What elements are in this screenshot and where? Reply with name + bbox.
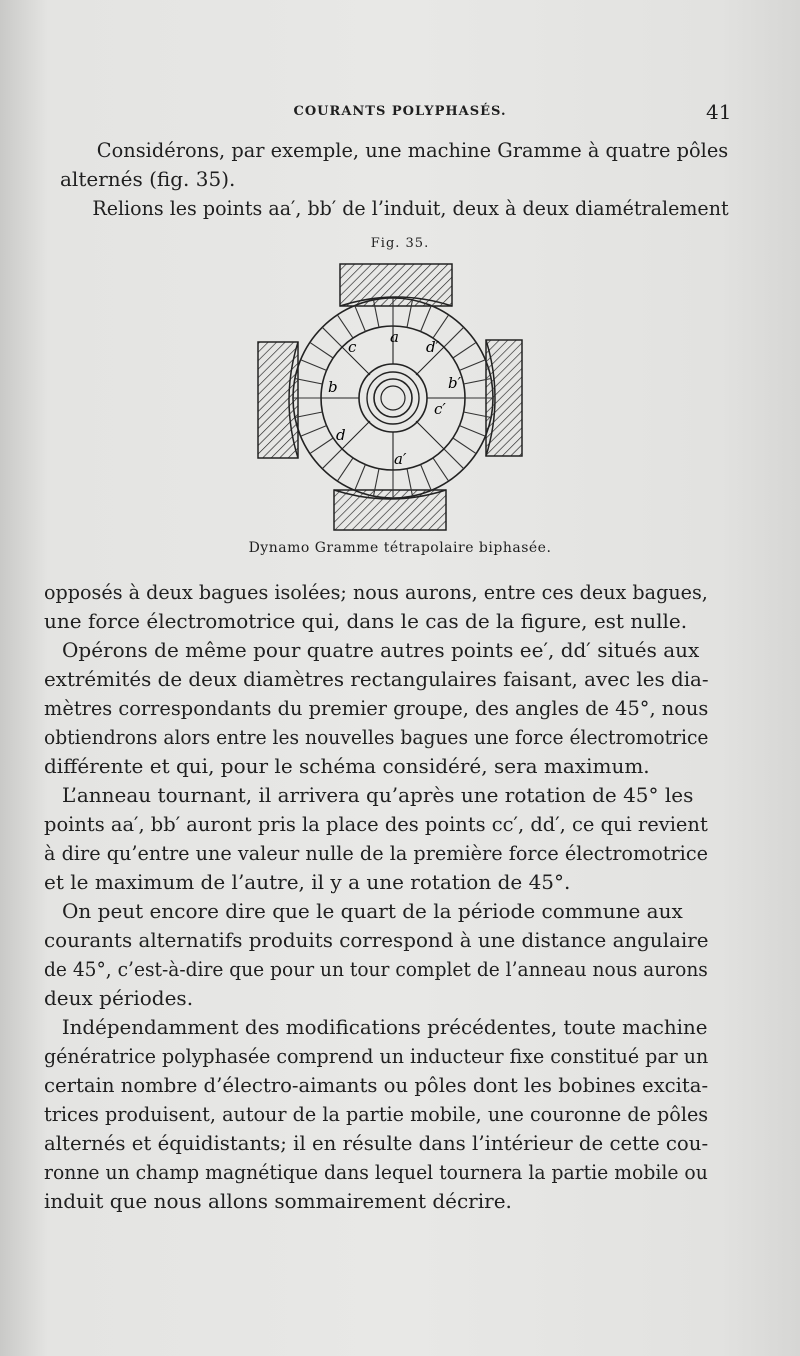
label-b: b <box>328 378 338 396</box>
coil-segment <box>295 379 323 385</box>
coil-segment <box>453 342 476 358</box>
text-line: induit que nous allons sommairement décrire. <box>44 1189 512 1213</box>
intro-paragraph <box>60 136 728 223</box>
coil-segment <box>433 315 449 338</box>
diagram-svg <box>250 258 540 538</box>
text-line: L’anneau tournant, il arrivera qu’après une rotation de 45° les <box>62 783 694 807</box>
coil-segment <box>355 306 366 332</box>
text-line: Relions les points aa′, bb′ de l’induit, deux à deux diamétralement <box>92 196 729 220</box>
text-line: Opérons de même pour quatre autres points ee′, dd′ situés aux <box>62 638 700 662</box>
coil-segment <box>322 449 342 469</box>
text-line: à dire qu’entre une valeur nulle de la première force électromotrice <box>44 841 708 865</box>
text-line: ronne un champ magnétique dans lequel tournera la partie mobile ou <box>44 1160 708 1184</box>
body-text <box>44 578 708 1216</box>
text-line: extrémités de deux diamètres rectangulaires faisant, avec les dia- <box>44 667 709 691</box>
coil-segment <box>337 458 353 481</box>
label-c: c <box>348 338 357 356</box>
text-line: points aa′, bb′ auront pris la place des points cc′, dd′, ce qui revient <box>44 812 708 836</box>
text-line: et le maximum de l’autre, il y a une rotation de 45°. <box>44 870 571 894</box>
pole-bottom <box>334 490 446 530</box>
text-line: alternés et équidistants; il en résulte dans l’intérieur de cette cou- <box>44 1131 709 1155</box>
text-line: Considérons, par exemple, une machine Gramme à quatre pôles <box>96 138 729 162</box>
coil-segment <box>453 438 476 454</box>
coil-segment <box>310 438 333 454</box>
coil-segment <box>433 458 449 481</box>
text-line: différente et qui, pour le schéma considéré, sera maximum. <box>44 754 650 778</box>
text-line: mètres correspondants du premier groupe, des angles de 45°, nous <box>44 696 709 720</box>
text-line: de 45°, c’est-à-dire que pour un tour complet de l’anneau nous aurons <box>44 957 708 981</box>
ring-connections <box>321 326 465 470</box>
page-number: 41 <box>706 100 732 124</box>
slip-ring <box>374 379 412 417</box>
pole-top <box>340 264 452 306</box>
coil-segment <box>310 342 333 358</box>
coil-segment <box>337 315 353 338</box>
coil-segment <box>421 306 432 332</box>
text-line: certain nombre d’électro-aimants ou pôles dont les bobines excita- <box>44 1073 709 1097</box>
label-d-prime: d′ <box>426 338 440 356</box>
label-d: d <box>336 426 346 444</box>
label-a: a <box>390 328 399 346</box>
running-title: COURANTS POLYPHASÉS. <box>293 104 507 119</box>
text-line: opposés à deux bagues isolées; nous aurons, entre ces deux bagues, <box>44 580 708 604</box>
coil-segment <box>295 412 323 418</box>
label-b-prime: b′ <box>448 374 462 392</box>
coil-segment <box>460 426 486 437</box>
coil-segment <box>301 360 327 371</box>
label-a-prime: a′ <box>394 450 407 468</box>
text-line: alternés (fig. 35). <box>60 167 236 191</box>
text-line: obtiendrons alors entre les nouvelles bagues une force électromotrice <box>44 725 709 749</box>
label-c-prime: c′ <box>434 400 446 418</box>
text-line: une force électromotrice qui, dans le cas de la figure, est nulle. <box>44 609 688 633</box>
gramme-dynamo-diagram <box>250 258 540 538</box>
coil-segment <box>301 426 327 437</box>
figure-label: Fig. 35. <box>370 236 430 251</box>
pole-left <box>258 342 298 458</box>
coil-segment <box>444 327 464 347</box>
coil-segment <box>421 465 432 491</box>
text-line: On peut encore dire que le quart de la période commune aux <box>62 899 683 923</box>
text-line: Indépendamment des modifications précédentes, toute machine <box>61 1015 708 1039</box>
coil-segment <box>460 360 486 371</box>
figure-caption: Dynamo Gramme tétrapolaire biphasée. <box>248 540 552 556</box>
coil-segment <box>444 449 464 469</box>
shaft <box>381 386 405 410</box>
text-line: courants alternatifs produits correspond à une distance angulaire <box>44 928 709 952</box>
text-line: génératrice polyphasée comprend un inducteur fixe constitué par un <box>44 1044 709 1068</box>
coil-segment <box>355 465 366 491</box>
text-line: deux périodes. <box>44 986 194 1010</box>
text-line: trices produisent, autour de la partie mobile, une couronne de pôles <box>44 1102 709 1126</box>
coil-segment <box>322 327 342 347</box>
